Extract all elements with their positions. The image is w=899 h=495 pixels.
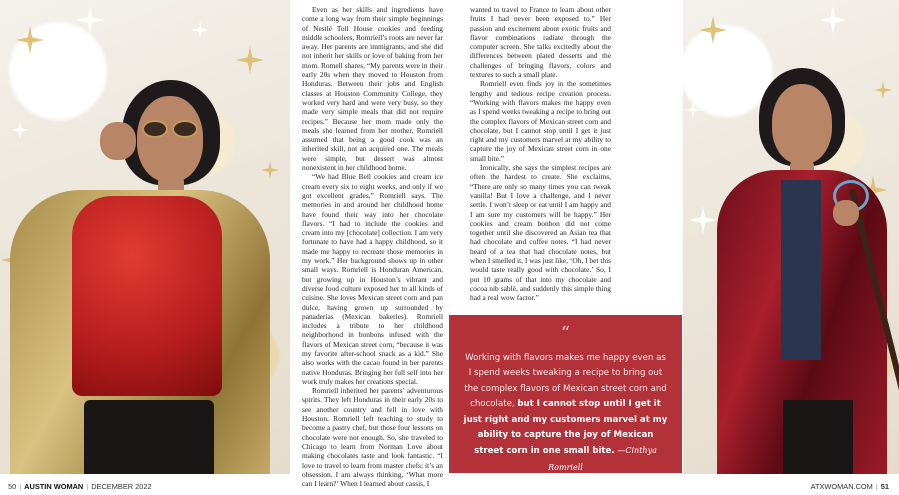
article-column-left <box>302 5 443 488</box>
separator: | <box>19 482 22 491</box>
footer-right <box>811 482 889 491</box>
issue-date: DECEMBER 2022 <box>91 482 152 491</box>
pull-quote-attribution: —Cinthya Romriell <box>548 446 657 472</box>
woman-in-red-velvet-jacket <box>683 0 899 474</box>
red-shirt <box>72 196 222 396</box>
blue-shirt <box>781 180 821 360</box>
article-paragraph: Ironically, she says the simplest recipes are often the hardest to create. She exclaims, “There are only so many times you can tweak vanilla! But I love a challenge, and I never settle. I won’t sleep or eat until I am happy and I am sure my customers will be happy.” Her cookies and cream bonbon did not come together until she discovered an Asian tea that had chocolate and coffee notes. “I had never heard of a tea that had chocolate notes, but when I smelled it, I was just like, ‘Oh, I bet this would taste really good with chocolate.’ So, I put 10 grams of that into my chocolate and cocoa nib sablé, and suddenly this simple thing had a real wow factor.” <box>470 163 611 303</box>
article-paragraph: “We had Blue Bell cookies and cream ice cream every six to eight weeks, and only if we got excellent grades,” Romriell says. The memories in and around her childhood home have found their way into her chocolate flavors. “I had to include the cookies and cream into my [chocolate] collection. I am very fortunate to have had a happy childhood, so it made me happy to recreate those memories in my work.” Her background shows up in other small ways. Romriell is Honduran American, but growing up in Houston’s vibrant and diverse food culture exposed her to all kinds of cuisine. She loves Mexican street corn and pan dulce, having grown up surrounded by panaderías (Mexican bakeries). Romriell includes a tribute to her childhood neighborhood in bonbons infused with the flavors of Mexican street corn, “because it was my favorite after-school snack as a kid.” She also works with the cacao found in her parents native Honduras. Bringing her full self into her work truly makes her creations special. <box>302 172 443 386</box>
pull-quote-light: Working with flavors makes me happy even as I spend weeks tweaking a recipe to bring out the complex flavors of Mexican street corn and chocolate, <box>464 353 667 410</box>
woman-in-gold-jacket <box>0 0 290 474</box>
left-portrait-photo <box>0 0 290 474</box>
pull-quote-text <box>463 351 668 476</box>
separator: | <box>875 482 878 491</box>
quote-mark-icon: “ <box>560 323 571 344</box>
article-column-right <box>470 5 611 303</box>
separator: | <box>86 482 89 491</box>
pull-quote-bold: but I cannot stop until I get it just right and my customers marvel at my ability to capture the joy of Mexican street corn in one small bite. <box>463 399 668 457</box>
publication-name: AUSTIN WOMAN <box>24 482 84 491</box>
right-portrait-photo <box>683 0 899 474</box>
website-link[interactable]: ATXWOMAN.COM <box>810 482 873 491</box>
footer-left <box>8 482 152 491</box>
page-number-right: 51 <box>880 482 889 491</box>
article-paragraph: wanted to travel to France to learn about other fruits I had never been exposed to.” Her passion and excitement about exotic fruits and flavor combinations radiate through the computer screen. She talks excitedly about the differences between plated desserts and the challenges of bringing flavors, colors and textures to such a small plate. <box>470 5 611 80</box>
pull-quote-box <box>449 315 682 473</box>
article-paragraph: Even as her skills and ingredients have come a long way from their simple beginnings of Nestlé Toll House cookies and feeding middle schoolers, Romriell’s roots are never far away. Her parents are immigrants, and she did not inherit her skills or love of baking from her mom. Romell shares, “My parents were in their early 20s when they moved to Houston from Honduras. Between their jobs and English classes at Houston Community College, they worked very hard and were very busy, so they made very simple meals that did not require recipes.” Because her mom made only the meals she learned from her mother, Romriell assumed that being a good cook was an inherited skill, not an acquired one. The meals were simple, but dessert was almost nonexistent in her childhood home. <box>302 5 443 173</box>
article-paragraph: Romriell inherited her parents’ adventurous spirits. They left Honduras in their early 20s to see another country and fell in love with Houston. Romriell left teaching to study to become a pastry chef, but those four lessons on chocolate were not enough. So, she traveled to Chicago to learn from Norman Love about making chocolates taste and look fantastic. “I love to travel to learn from master chefs; it’s an obsession. I am always thinking, ‘What more can I learn?’ When I learned about cassis, I <box>302 386 443 489</box>
page-number-left: 50 <box>8 482 17 491</box>
page-footer <box>0 480 899 495</box>
article-paragraph: Romriell even finds joy in the sometimes lengthy and tedious recipe creation process. “Working with flavors makes me happy even as I spend weeks tweaking a recipe to bring out the complex flavors of Mexican street corn and chocolate, but I cannot stop until I get it just right and my customers marvel at my ability to capture the joy of Mexican street corn in one small bite.” <box>470 79 611 163</box>
